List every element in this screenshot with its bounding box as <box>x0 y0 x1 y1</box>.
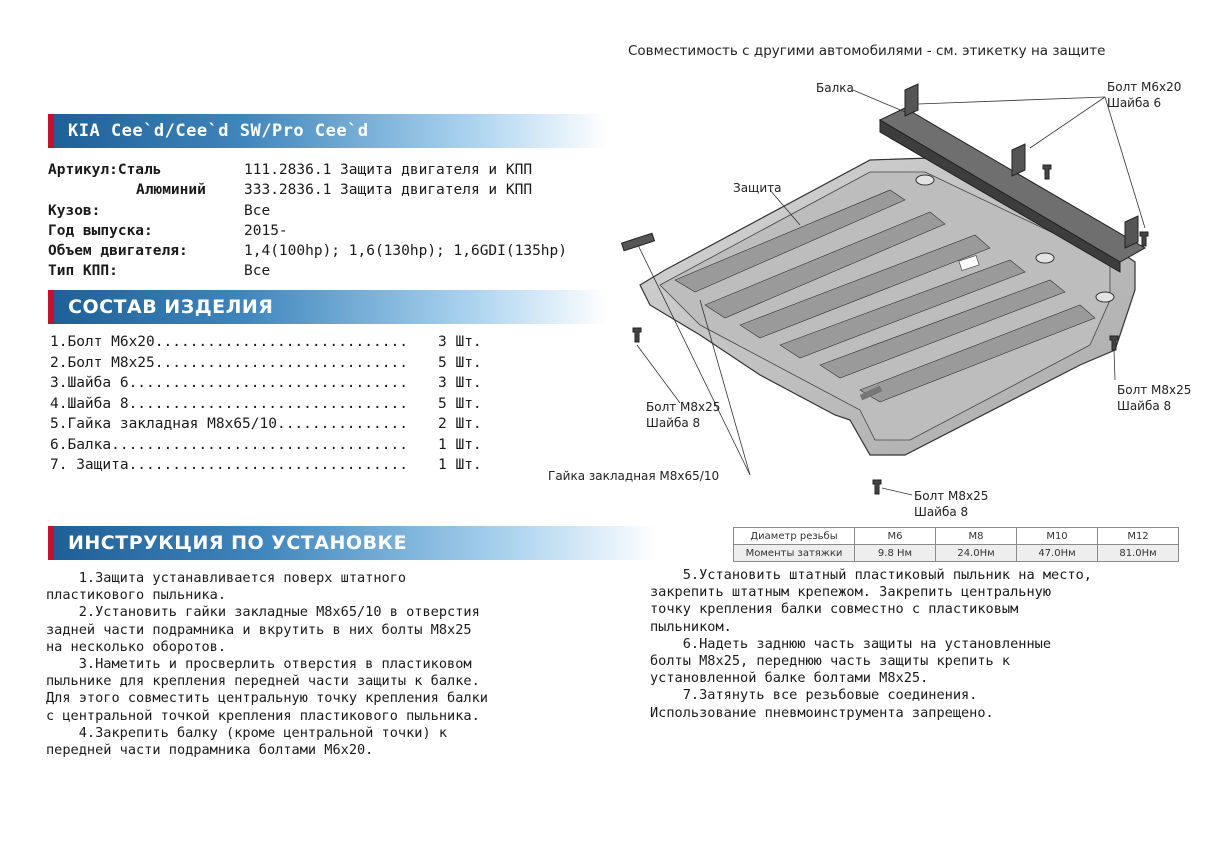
table-cell: М8 <box>936 528 1017 545</box>
table-cell: 81.0Нм <box>1098 545 1179 562</box>
instructions-right: 5.Установить штатный пластиковый пыльник на место, закрепить штатным крепежом. Закрепить центральную точку крепления балки совместно с пластиковым пыльником. 6.Надеть заднюю часть защиты на установленные болты М8х25, переднюю часть защиты крепить к установленной балке болтами М8х25. 7.Затянуть все резьбовые соединения. Использование пневмоинструмента запрещено. <box>650 567 1092 721</box>
component-qty: 1 Шт. <box>438 437 482 453</box>
component-qty: 5 Шт. <box>438 396 482 412</box>
instructions-banner <box>48 526 658 560</box>
table-cell: М12 <box>1098 528 1179 545</box>
component-name: 7. Защита................................ <box>50 457 408 473</box>
label-bolt-left-line2: Шайба 8 <box>646 416 701 430</box>
compatibility-note: Совместимость с другими автомобилями - см. этикетку на защите <box>628 43 1106 59</box>
skid-plate-diagram <box>600 60 1210 530</box>
label-zashchita: Защита <box>733 181 782 195</box>
list-item <box>50 396 482 412</box>
component-name: 1.Болт М6х20............................. <box>50 334 408 350</box>
engine-label: Объем двигателя: <box>48 243 188 259</box>
body-label: Кузов: <box>48 203 101 219</box>
label-balka: Балка <box>816 81 854 95</box>
components-banner <box>48 290 608 324</box>
list-item <box>50 437 482 453</box>
table-header-cell: Моменты затяжки <box>734 545 855 562</box>
label-bolt-left-line1: Болт М8х25 <box>646 400 721 414</box>
label-bolt-right-line2: Шайба 8 <box>1117 399 1172 413</box>
component-name: 5.Гайка закладная М8х65/10............... <box>50 416 408 432</box>
component-qty: 2 Шт. <box>438 416 482 432</box>
steel-value: 111.2836.1 Защита двигателя и КПП <box>244 162 533 178</box>
engine-value: 1,4(100hp); 1,6(130hp); 1,6GDI(135hp) <box>244 243 568 259</box>
instructions-left: 1.Защита устанавливается поверх штатного пластикового пыльника. 2.Установить гайки закладные М8х65/10 в отверстия задней части подрамника и вкрутить в них болты М8х25 на несколько оборотов. 3.Наметить и просверлить отверстия в пластиковом пыльнике для крепления передней части защиты к балке. Для этого совместить центральную точку крепления балки с центральной точкой крепления пластикового пыльника. 4.Закрепить балку (кроме центральной точки) к передней части подрамника болтами М6х20. <box>46 570 488 759</box>
components-title: СОСТАВ ИЗДЕЛИЯ <box>68 296 274 318</box>
gearbox-label: Тип КПП: <box>48 263 118 279</box>
gearbox-value: Все <box>244 263 271 279</box>
label-bolt-bottom-line2: Шайба 8 <box>914 505 969 519</box>
spec-body <box>48 203 271 219</box>
spec-aluminium <box>48 182 533 198</box>
aluminium-label: Алюминий <box>136 182 206 198</box>
label-bolt-bottom-line1: Болт М8х25 <box>914 489 989 503</box>
component-qty: 3 Шт. <box>438 334 482 350</box>
spec-steel <box>48 162 533 178</box>
table-row <box>734 528 1179 545</box>
list-item <box>50 416 482 432</box>
table-cell: 9.8 Нм <box>855 545 936 562</box>
aluminium-value: 333.2836.1 Защита двигателя и КПП <box>244 182 533 198</box>
spec-gearbox <box>48 263 271 279</box>
component-name: 3.Шайба 6................................ <box>50 375 408 391</box>
table-cell: М6 <box>855 528 936 545</box>
year-label: Год выпуска: <box>48 223 153 239</box>
table-cell: М10 <box>1017 528 1098 545</box>
spec-engine <box>48 243 568 259</box>
instructions-title: ИНСТРУКЦИЯ ПО УСТАНОВКЕ <box>68 532 408 554</box>
body-value: Все <box>244 203 271 219</box>
label-nut: Гайка закладная М8х65/10 <box>548 469 720 483</box>
table-header-cell: Диаметр резьбы <box>734 528 855 545</box>
list-item <box>50 375 482 391</box>
label-bolt-m6-line2: Шайба 6 <box>1107 96 1162 110</box>
nut-part <box>622 233 655 250</box>
component-qty: 1 Шт. <box>438 457 482 473</box>
component-name: 6.Балка.................................. <box>50 437 408 453</box>
spec-year <box>48 223 288 239</box>
label-bolt-m6-line1: Болт М6х20 <box>1107 80 1182 94</box>
torque-table <box>733 527 1179 562</box>
model-title: KIA Cee`d/Cee`d SW/Pro Cee`d <box>68 121 369 141</box>
list-item <box>50 334 482 350</box>
label-bolt-right-line1: Болт М8х25 <box>1117 383 1192 397</box>
article-label: Артикул: <box>48 162 118 178</box>
list-item <box>50 355 482 371</box>
component-qty: 5 Шт. <box>438 355 482 371</box>
component-name: 4.Шайба 8................................ <box>50 396 408 412</box>
model-banner <box>48 114 608 148</box>
steel-label: Сталь <box>117 162 162 178</box>
table-row <box>734 545 1179 562</box>
year-value: 2015- <box>244 223 288 239</box>
table-cell: 24.0Нм <box>936 545 1017 562</box>
table-cell: 47.0Нм <box>1017 545 1098 562</box>
component-name: 2.Болт М8х25............................. <box>50 355 408 371</box>
list-item <box>50 457 482 473</box>
component-qty: 3 Шт. <box>438 375 482 391</box>
